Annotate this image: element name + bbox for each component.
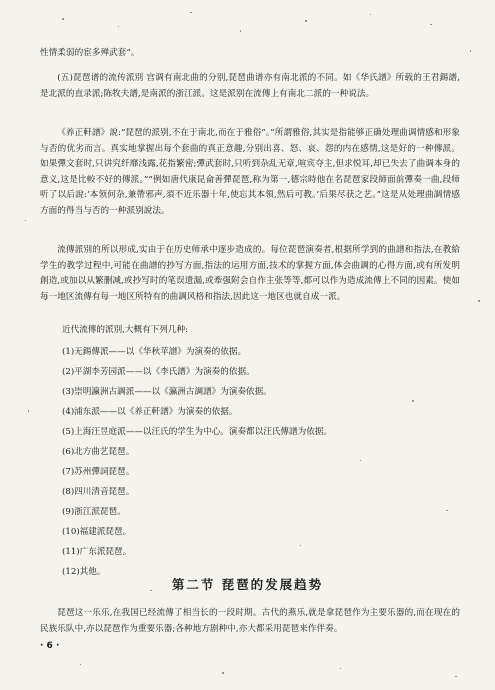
scan-speck — [360, 460, 361, 461]
scan-speck — [305, 20, 307, 22]
list-item: (12)其他。 — [62, 567, 106, 577]
top-line: 性情柔弱的宦多殚武套”。 — [40, 48, 140, 58]
paragraph-quote: 《养正軒譜》說:“琵琶的派别,不在于南北,而在于雅俗”。”所謂雅俗,其实是指能够正确处理曲调情感和形象与否的优劣而言。真实地掌握出每个套曲的真正意趣,分别出喜、怒、哀、怨的内在感情,这是好的一种傳派。如果彈文套时,只讲究纤靡浅露,花指繁密;彈武套时,只听到杂乱无章,喧宾夺主,但求悦耳,却已失去了曲调本身的意义,这是比較不好的傳派。”“例如唐代康昆侖善彈琵琶,称为第一,德宗時他在名琵琶家段師面前彈奏一曲,段师听了以后說:‘本领何杂,兼帶邪声,須不近乐器十年,使忘其本領,然后可教。’后果尽获之艺。”这是从处理曲調情感方面的得当与否的一种派别說法。 — [40, 128, 460, 216]
paragraph-final: 琵琶这一乐乐,在我国已经流傳了相当长的一段时期。古代的燕乐,就是拿琵琶作为主要乐器的,而在现在的民族乐队中,亦以琵琶作为重要乐器;各种地方剧种中,亦大都采用琵琶来作伴奏。 — [40, 608, 460, 634]
section-title: 第二节 琵琶的发展趋势 — [171, 577, 324, 592]
scan-speck — [222, 672, 224, 674]
scan-speck — [340, 668, 341, 669]
scan-speck — [25, 220, 26, 221]
page-number: · 6 · — [40, 641, 60, 651]
scan-speck — [150, 590, 152, 591]
scan-speck — [470, 50, 471, 52]
list-item: (5)上海汪昱庭派——以汪氏的学生为中心。演奏都以汪氏傳譜为依据。 — [62, 427, 332, 437]
scan-speck — [190, 12, 192, 13]
list-item: (3)崇明瀛洲古調派——以《瀛洲古調譜》为演奏依据。 — [62, 387, 272, 397]
scan-speck — [412, 400, 414, 402]
list-item: (6)北方曲艺琵琶。 — [62, 447, 135, 457]
scan-speck — [370, 14, 371, 15]
list-item: (11)广东派琵琶。 — [62, 547, 132, 557]
list-item: (4)浦东派——以《养正軒譜》为演奏的依据。 — [62, 407, 238, 417]
list-intro: 近代流傳的派別,大概有下列几种: — [62, 325, 188, 335]
list-item: (2)平湖李芳园派——以《李氏譜》为演奏的依据。 — [62, 367, 255, 377]
scan-speck — [118, 26, 119, 27]
scan-speck — [62, 18, 64, 20]
list-item: (9)浙江派琵琶。 — [62, 507, 126, 517]
list-item: (10)福建派琵琶。 — [62, 527, 132, 537]
scan-speck — [300, 545, 301, 546]
scan-speck — [80, 664, 81, 665]
scan-speck — [28, 410, 29, 412]
list-item: (7)苏州彈詞琵琶。 — [62, 467, 135, 477]
paragraph-reason: 流傳派別的所以形成,实由于在历史师承中逐步造成的。每位琵琶演奏者,根据所学到的曲譜和指法,在教給学生的教学过程中,可能在曲譜的抄写方面,指法的运用方面,技术的掌握方面,体会曲調的心得方面,或有所发明創造,或加以从繁删减,或抄写时的笔误遗漏,或牽强附会自作主张等等,都可以作为造成流傳上不同的因素。使如每一地区流傳有每一地区所特有的曲調风格和指法,因此这一地区也就自成一派。 — [40, 245, 460, 302]
scan-speck — [455, 676, 457, 677]
list-item: (8)四川清音琵琶。 — [62, 487, 135, 497]
paragraph-school-intro: (五)琵琶谱的流传派別 宫调有南北曲的分别,琵琶曲谱亦有南北派的不同。如《华氏譜》所载的王君錫譜,是北派的直录派;陈牧夫譜,是南派的浙江派。这是派别在流傳上有南北二派的一种说法。 — [40, 73, 460, 99]
scan-speck — [446, 510, 448, 511]
scan-speck — [430, 24, 432, 25]
list-item: (1)无錫傳派——以《华秋苹譜》为演奏的依据。 — [62, 347, 247, 357]
scan-speck — [240, 30, 241, 32]
scan-speck — [478, 300, 480, 302]
